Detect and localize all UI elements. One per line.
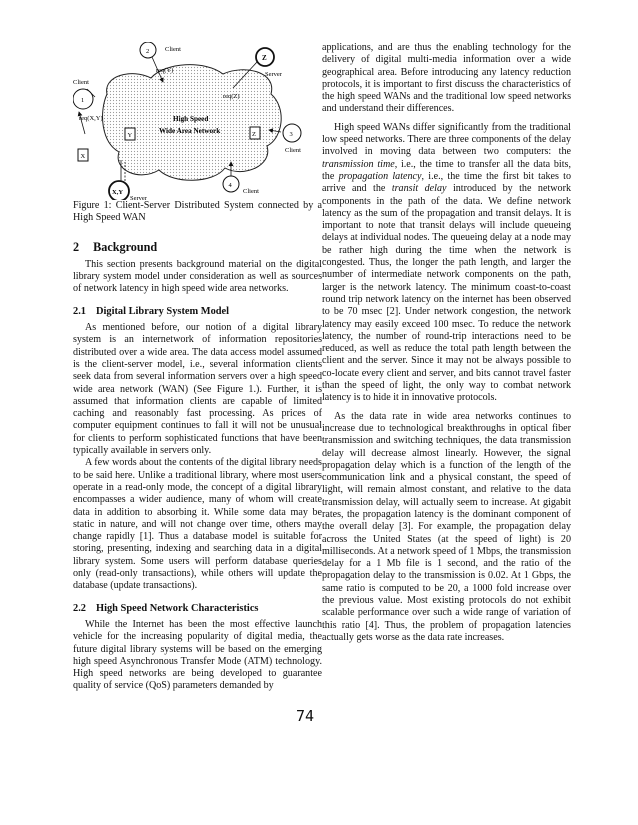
section-2-1-paragraph-2: A few words about the contents of the digital library needs to be said here. Unlike a traditional library, where most users operate in a read-only mode, the concept of a digital library encompasses a wider audience, many of whom will create data in addition to absorbing it. While some data may be static in nature, and will not change over time, others may change rapidly [1]. Thus a database model is suitable for storing, presenting, indexing and searching data in a digital library system. Some users will perform database queries only (read-only transactions), while others will update the database (update transactions). [73,457,322,592]
page-number: 74 [296,707,315,725]
section-2-1-number: 2.1 [73,305,86,317]
section-2-title: Background [93,239,158,254]
label-client-1: Client [73,79,89,86]
section-2-number: 2 [73,239,80,254]
p2-text-d: introduced by the network components in the path of the data. We define network latency as the sum of the propagation and transit delays. It is important to note that transit delays will include queueing delays at individual nodes. The queueing delay at a node may be rather high during the time when the network is congested. Thus, the longer the path length, and larger the number of intermediate network components on the path, larger is the network latency. The minimum coast-to-coast round trip network latency on the internet has been observed to be 70 msec [2]. Under network congestion, the network latency may easily exceed 100 msec. To reduce the network latency, the number of round-trip interactions need to be reduced, as well as reduce the total path length between the client and the server. Since it may not be always possible to co-locate every client and server, and bits cannot travel faster than the speed of light, the only way to combat network latency is to hide it in innovative protocols. [322,183,571,404]
label-server-z: Server [265,71,282,78]
p2-text-a: High speed WANs differ significantly from the traditional low speed networks. There are three components of the delay involved in moving data between two computers: the [322,121,571,158]
section-2-1-title: Digital Library System Model [96,305,230,317]
label-node-4: 4 [228,182,232,189]
label-node-xy: X,Y [112,189,124,196]
label-client-2: Client [165,46,181,53]
label-box-x: X [80,153,86,160]
section-2-2-title: High Speed Network Characteristics [96,602,259,614]
label-req-z: req(Z) [223,93,240,100]
p2-text-c: , i.e., the time the first bit takes to arrive and the [322,170,571,195]
section-2-2-number: 2.2 [73,602,86,614]
section-2-intro: This section presents background material on the digital library system model under consideration as well as sources of network latency in high speed wide area networks. [73,258,322,295]
label-network-2: Wide Area Network [159,127,221,135]
section-2-2-paragraph-1: While the Internet has been the most effective launch vehicle for the increasing popularity of digital media, the future digital library systems will be based on the emerging high speed Asynchronous Transfer Mode (ATM) technology. High speed networks are being developed to guarantee quality of service (QoS) parameters demanded by [73,618,322,692]
section-2-heading [73,241,322,253]
right-paragraph-2 [322,122,571,405]
right-column [322,42,571,644]
figure-1 [73,42,322,200]
label-client-3: Client [285,147,301,154]
network-diagram [73,42,322,200]
label-server-xy: Server [130,195,147,200]
section-2-1-heading [73,306,322,318]
label-node-1: 1 [81,97,85,104]
right-paragraph-3: As the data rate in wide area networks continues to increase due to technological breakthroughs in optical fiber transmission and switching techniques, the data transmission delay will decrease almost linearly. However, the signal propagation delay which is a function of the length of the communication link and a physical constant, the speed of light, will remain almost constant, and relative to the data transmission delay, will actually seem to increase. At gigabit rates, the propagation latency is the dominant component of the overall delay [3]. For example, the propagation delay across the United States (at the speed of light) is 20 milliseconds. At a network speed of 1 Mbps, the transmission delay for a 1 Mb file is 1 second, and the ratio of the propagation delay to the transmission is 0.02. At 1 Gbps, the same ratio is computed to be 20, a 1000 fold increase over the previous value. Most existing protocols do not exhibit scalable performance over such a wide range of variation of this ratio [4]. Thus, the problem of propagation latencies actually gets worse as the data rate increases. [322,410,571,643]
label-node-2: 2 [146,48,150,55]
figure-caption: Figure 1: Client-Server Distributed System connected by a High Speed WAN [73,200,322,224]
term-transmission-time: transmission time [322,158,395,170]
term-propagation-latency: propagation latency [338,170,422,182]
term-transit-delay: transit delay [391,183,447,195]
section-2-1-paragraph-1: As mentioned before, our notion of a digital library system is an internetwork of information repositories distributed over a wide area. The data access model assumed is the client-server model, i.e., several information clients seek data from several information servers over a high speed wide area network (WAN) (See Figure 1.). Further, it is assumed that information clients are capable of limited caching and reasonably fast processing. As prices of computer equipment continues to fall it will not be unusual for clients to perform sophisticated functions that have been typically available in servers only. [73,322,322,457]
right-paragraph-1: applications, and are thus the enabling technology for the delivery of digital multi-media information over a wide geographical area. Before introducing any latency reduction protocols, it is important to first discuss the characteristics of the high speed WANs and the traditional low speed networks and understand their differences. [322,42,571,115]
label-node-3: 3 [289,131,293,138]
p2-text-b: , i.e., the time to transfer all the data bits, the [322,158,571,182]
label-network-1: High Speed [173,115,209,123]
left-column [73,42,322,693]
label-node-z: Z [262,54,267,62]
label-client-4: Client [243,188,259,195]
section-2-2-heading [73,603,322,615]
label-req-xy: req(X,Y) [79,115,103,122]
label-req-y: req(Y) [156,67,174,74]
label-box-z: Z [252,131,256,138]
label-box-y: Y [127,132,133,139]
